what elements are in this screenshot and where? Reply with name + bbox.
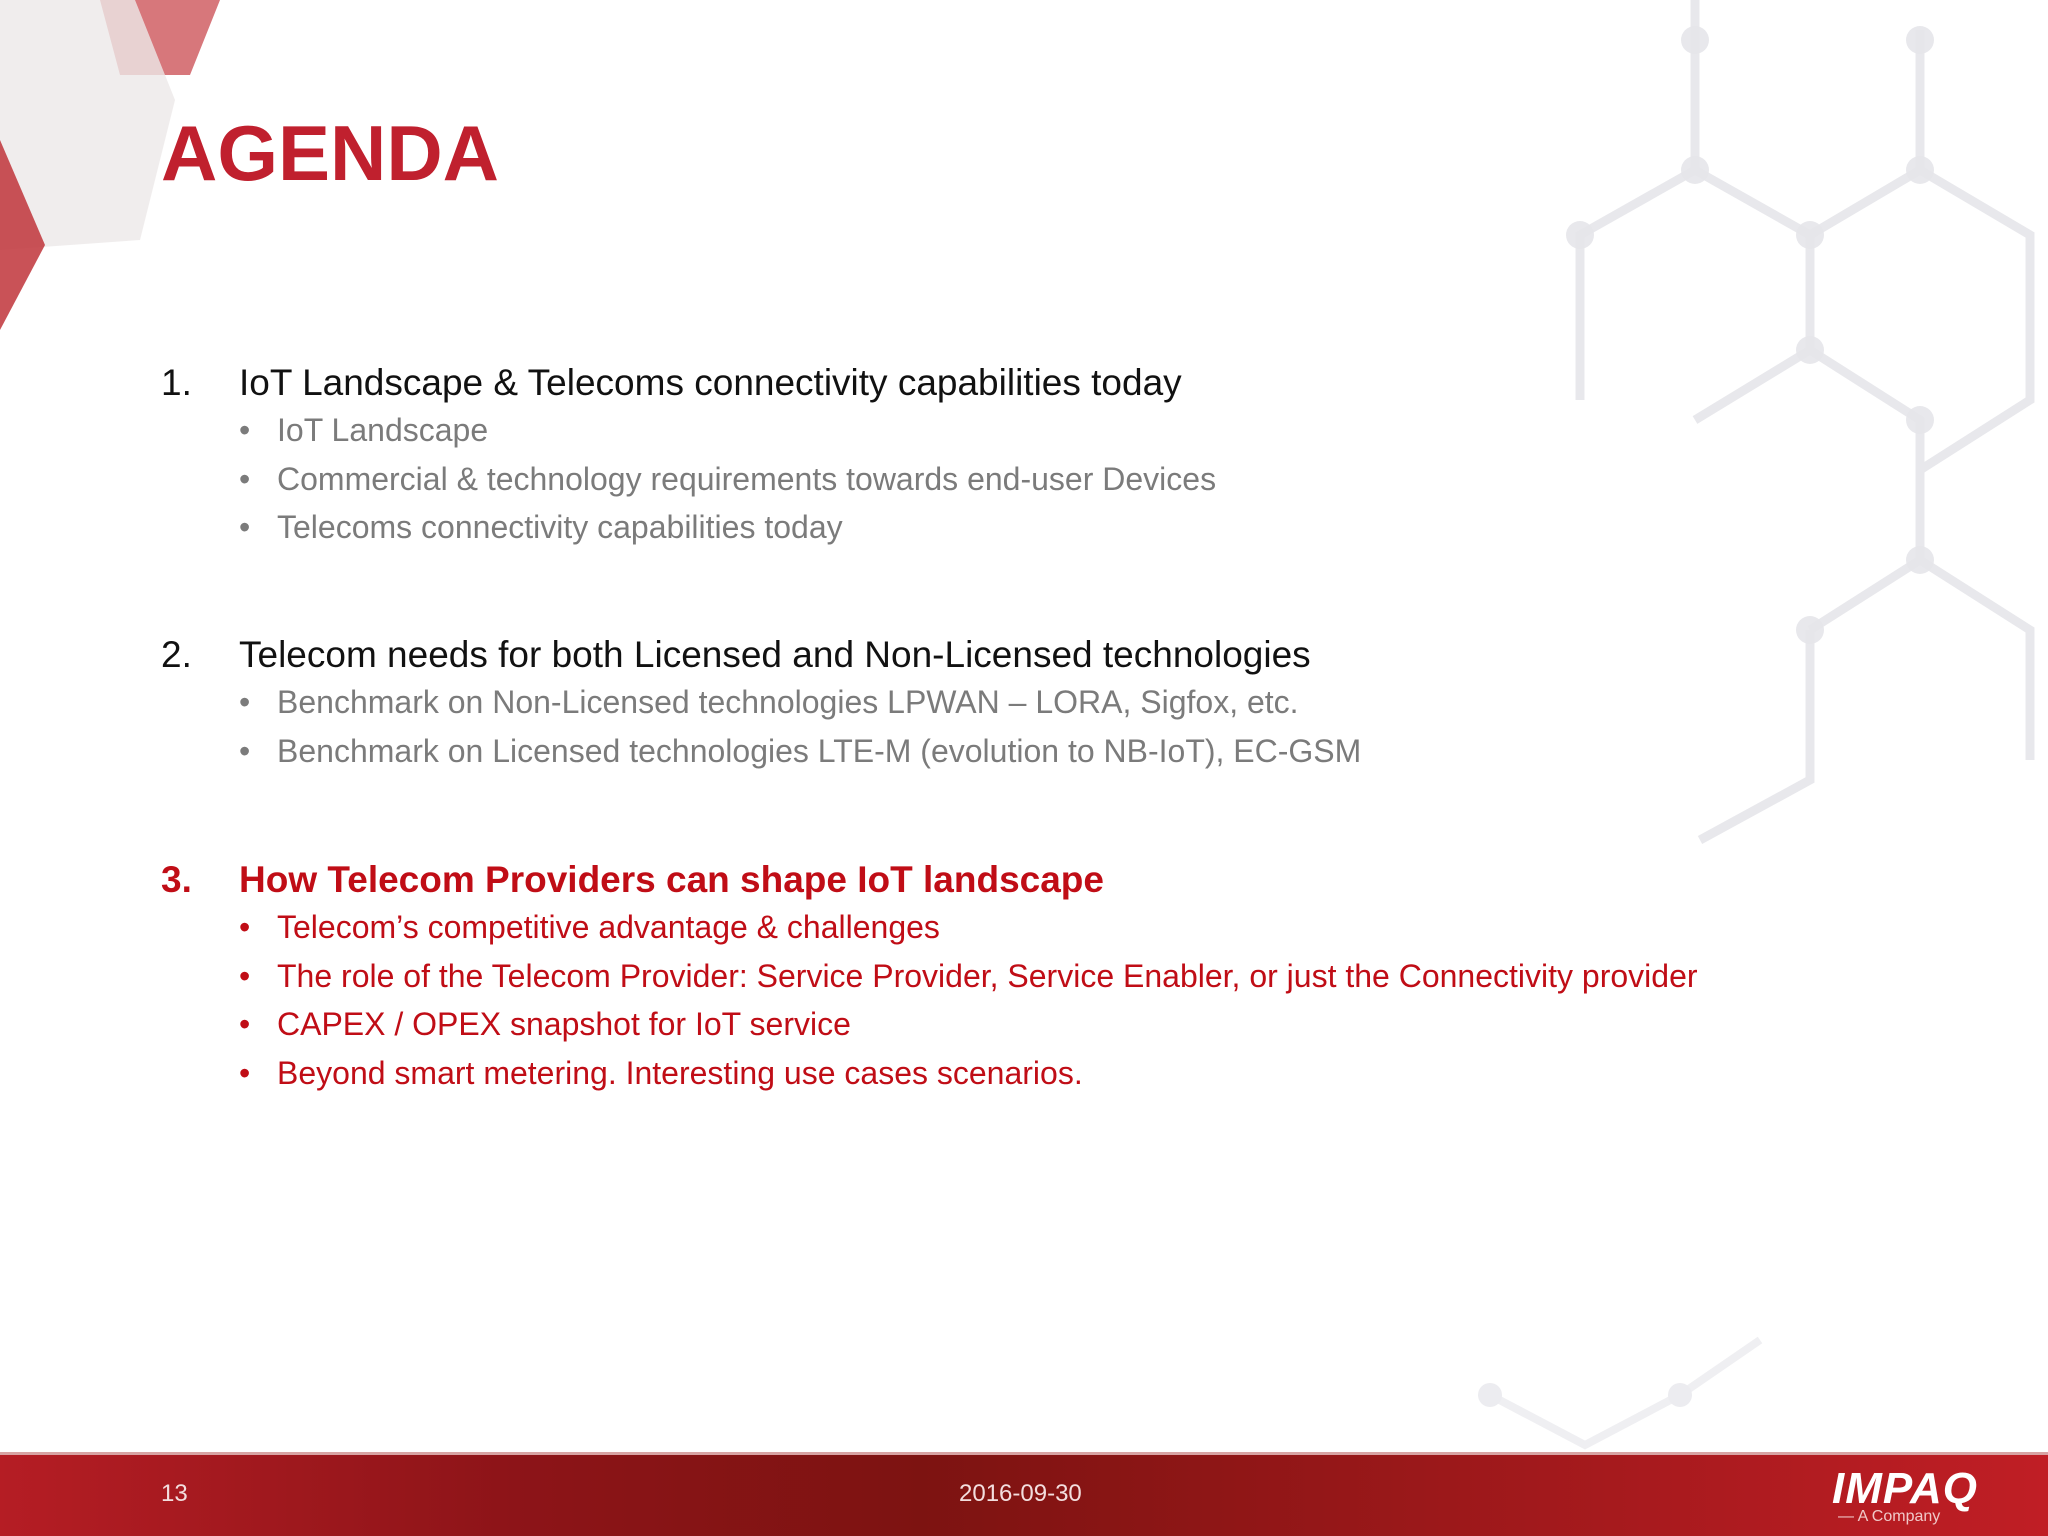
list-item-text: CAPEX / OPEX snapshot for IoT service bbox=[277, 1006, 851, 1042]
footer-date: 2016-09-30 bbox=[959, 1480, 1082, 1507]
bullet-icon: • bbox=[239, 1006, 251, 1042]
list-item bbox=[161, 1006, 1861, 1055]
list-item bbox=[161, 509, 1861, 558]
agenda-section-3 bbox=[161, 859, 1861, 1103]
slide-footer bbox=[0, 1452, 2048, 1536]
list-item-text: Benchmark on Licensed technologies LTE-M (evolution to NB-IoT), EC-GSM bbox=[277, 732, 1362, 769]
bullet-icon: • bbox=[239, 732, 251, 769]
section-title: How Telecom Providers can shape IoT landscape bbox=[239, 859, 1104, 900]
molecule-pattern-bottom bbox=[1490, 1340, 1760, 1445]
section-number: 1. bbox=[161, 362, 192, 403]
section-heading bbox=[161, 634, 1861, 684]
section-title: Telecom needs for both Licensed and Non-Licensed technologies bbox=[239, 634, 1311, 675]
bullet-icon: • bbox=[239, 684, 251, 720]
bullet-icon: • bbox=[239, 957, 251, 994]
page-number: 13 bbox=[161, 1480, 188, 1507]
list-item-text: Beyond smart metering. Interesting use cases scenarios. bbox=[277, 1054, 1083, 1091]
bullet-icon: • bbox=[239, 1054, 251, 1091]
list-item-text: Benchmark on Non-Licensed technologies LPWAN – LORA, Sigfox, etc. bbox=[277, 684, 1299, 720]
section-title: IoT Landscape & Telecoms connectivity capabilities today bbox=[239, 362, 1182, 403]
bullet-icon: • bbox=[239, 460, 251, 497]
bullet-icon: • bbox=[239, 909, 251, 945]
list-item bbox=[161, 461, 1861, 510]
list-item bbox=[161, 733, 1861, 782]
footer-divider bbox=[0, 1452, 2048, 1455]
logo-tagline: — A Company bbox=[1838, 1508, 1941, 1525]
section-heading bbox=[161, 859, 1861, 909]
bullet-icon: • bbox=[239, 412, 251, 448]
list-item bbox=[161, 1055, 1861, 1104]
section-heading bbox=[161, 362, 1861, 412]
list-item bbox=[161, 909, 1861, 958]
section-number: 2. bbox=[161, 634, 192, 675]
list-item-text: The role of the Telecom Provider: Service Provider, Service Enabler, or just the Connectivity provider bbox=[277, 957, 1698, 994]
list-item-text: Telecoms connectivity capabilities today bbox=[277, 509, 843, 545]
company-logo: IMPAQ bbox=[1832, 1464, 1978, 1513]
section-number: 3. bbox=[161, 859, 192, 900]
agenda-section-1 bbox=[161, 362, 1861, 558]
list-item bbox=[161, 958, 1861, 1007]
list-item-text: Telecom’s competitive advantage & challenges bbox=[277, 909, 940, 945]
list-item bbox=[161, 412, 1861, 461]
list-item-text: Commercial & technology requirements towards end-user Devices bbox=[277, 460, 1217, 497]
agenda-section-2 bbox=[161, 634, 1861, 781]
slide-title: AGENDA bbox=[161, 109, 500, 197]
bullet-icon: • bbox=[239, 509, 251, 545]
list-item bbox=[161, 684, 1861, 733]
list-item-text: IoT Landscape bbox=[277, 412, 489, 448]
